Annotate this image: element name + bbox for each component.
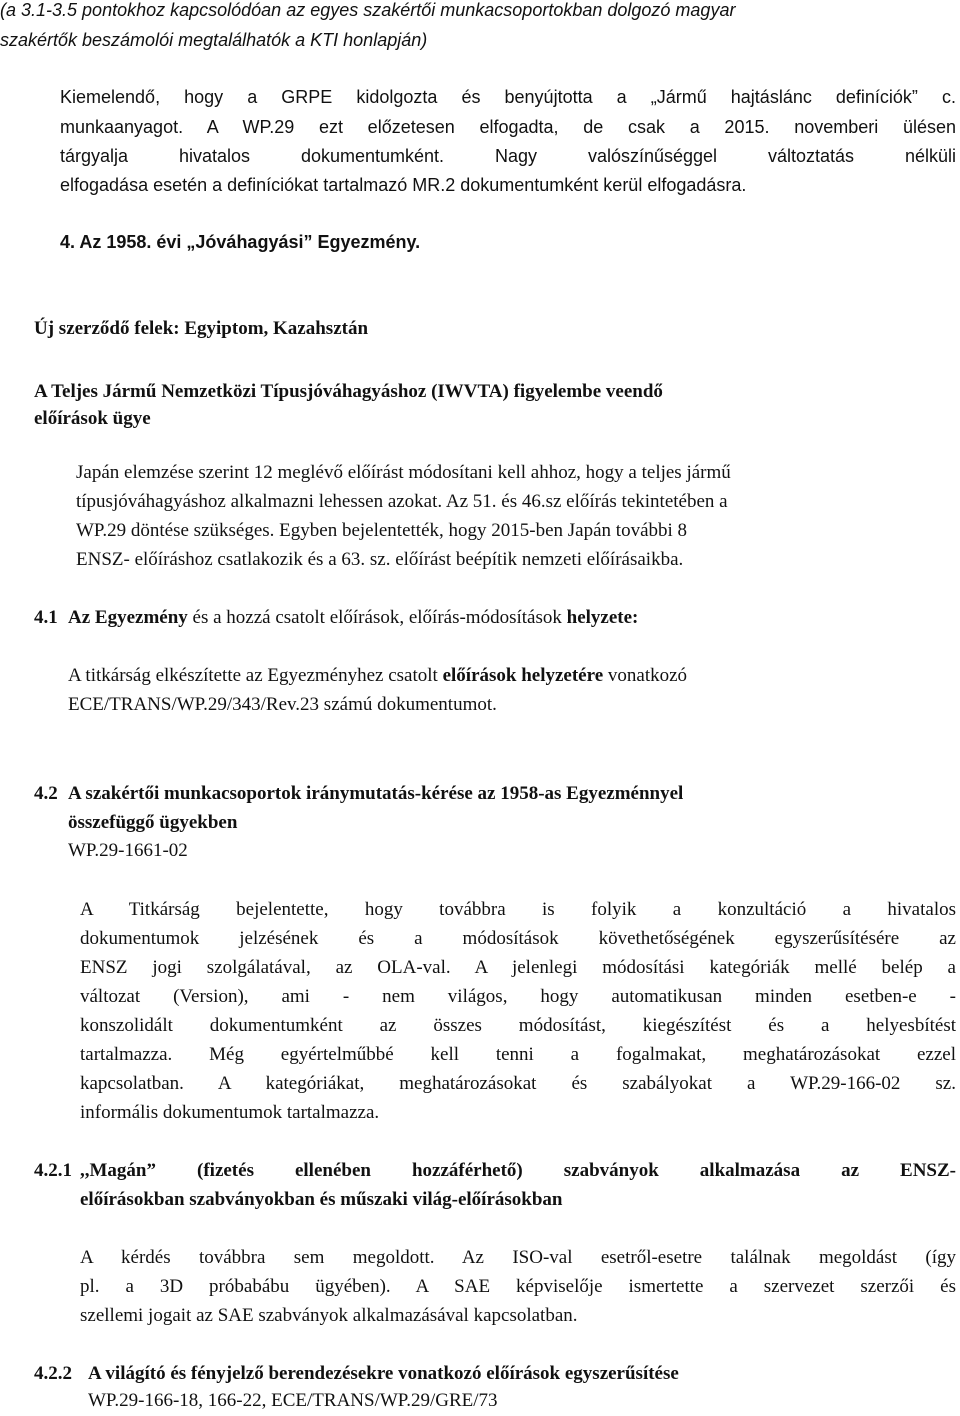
section-4-2-1-body-line-1: A kérdés továbbra sem megoldott. Az ISO-val esetről-esetre találnak megoldást (így	[80, 1247, 956, 1268]
section-4-1-body-line-1	[68, 665, 687, 687]
section-4-2-title-line-1: A szakértői munkacsoportok iránymutatás-kérése az 1958-as Egyezménnyel	[68, 783, 684, 804]
section-4-2-1-title-line-1: ,,Magán” (fizetés ellenében hozzáférhető) szabványok alkalmazása az ENSZ-	[80, 1160, 956, 1181]
intro-line-2: szakértők beszámolói megtalálhatók a KTI honlapján)	[0, 30, 428, 50]
section-4-2-body-line-5: konszolidált dokumentumként az összes módosítást, kiegészítést és a helyesbítést	[80, 1015, 956, 1036]
section-4-2-2-number: 4.2.2	[34, 1363, 72, 1384]
iwvta-title-line-2: előírások ügye	[34, 408, 151, 429]
section-4-1-body-b: előírások helyzetére	[442, 665, 604, 686]
section-4-2-2-reference: WP.29-166-18, 166-22, ECE/TRANS/WP.29/GRE/73	[88, 1390, 498, 1411]
section-4-1-body-c: vonatkozó	[603, 665, 688, 686]
section-4-2-body-line-4: változat (Version), ami - nem világos, hogy automatikusan minden esetben-e -	[80, 986, 956, 1007]
section-4-2-body-line-2: dokumentumok jelzésének és a módosítások követhetőségének egyszerűsítésére az	[80, 928, 956, 949]
para1-line-4: elfogadása esetén a definíciókat tartalmazó MR.2 dokumentumként kerül elfogadásra.	[60, 175, 747, 195]
section-4-1-body-line-2: ECE/TRANS/WP.29/343/Rev.23 számú dokumentumot.	[68, 694, 497, 715]
para1-line-3: tárgyalja hivatalos dokumentumként. Nagy valószínűséggel változtatás nélküli	[60, 146, 956, 166]
section-4-2-body-line-7: kapcsolatban. A kategóriákat, meghatározásokat és szabályokat a WP.29-166-02 sz.	[80, 1073, 956, 1094]
section-4-1-title	[68, 607, 638, 629]
japan-line-3: WP.29 döntése szükséges. Egyben bejelentették, hogy 2015-ben Japán további 8	[76, 520, 688, 541]
section-4-2-2-title: A világító és fényjelző berendezésekre vonatkozó előírások egyszerűsítése	[88, 1363, 679, 1384]
section-4-2-body-line-3: ENSZ jogi szolgálatával, az OLA-val. A jelenlegi módosítási kategóriák mellé belép a	[80, 957, 956, 978]
intro-line-1: (a 3.1-3.5 pontokhoz kapcsolódóan az egyes szakértői munkacsoportokban dolgozó magyar	[0, 0, 736, 20]
japan-line-4: ENSZ- előíráshoz csatlakozik és a 63. sz. előírást beépítik nemzeti előírásaikba.	[76, 549, 684, 570]
section-4-1-body-a: A titkárság elkészítette az Egyezményhez csatolt	[68, 665, 443, 686]
section-4-1-title-c: helyzete:	[566, 607, 639, 628]
section-4-2-body-line-8: informális dokumentumok tartalmazza.	[80, 1102, 380, 1123]
japan-line-2: típusjóváhagyáshoz alkalmazni lehessen azokat. Az 51. és 46.sz előírás tekintetében a	[76, 491, 728, 512]
section-4-2-1-body-line-3: szellemi jogait az SAE szabványok alkalmazásával kapcsolatban.	[80, 1305, 578, 1326]
para1-line-1: Kiemelendő, hogy a GRPE kidolgozta és benyújtotta a „Jármű hajtáslánc definíciók” c.	[60, 87, 956, 107]
section-4-2-title-line-2: összefüggő ügyekben	[68, 812, 238, 833]
section-4-2-1-body-line-2: pl. a 3D próbabábu ügyében). A SAE képviselője ismertette a szervezet szerzői és	[80, 1276, 956, 1297]
section-4-title: 4. Az 1958. évi „Jóváhagyási” Egyezmény.	[60, 232, 421, 252]
section-4-2-reference: WP.29-1661-02	[68, 840, 188, 861]
section-4-2-body-line-1: A Titkárság bejelentette, hogy továbbra is folyik a konzultáció a hivatalos	[80, 899, 956, 920]
section-4-1-number: 4.1	[34, 607, 58, 628]
section-4-1-title-a: Az Egyezmény	[68, 607, 188, 628]
new-parties: Új szerződő felek: Egyiptom, Kazahsztán	[34, 318, 369, 339]
section-4-2-body-line-6: tartalmazza. Még egyértelműbbé kell tenni a fogalmakat, meghatározásokat ezzel	[80, 1044, 956, 1065]
iwvta-title-line-1: A Teljes Jármű Nemzetközi Típusjóváhagyáshoz (IWVTA) figyelembe veendő	[34, 381, 663, 402]
section-4-1-title-b: és a hozzá csatolt előírások, előírás-módosítások	[187, 607, 567, 628]
section-4-2-1-number: 4.2.1	[34, 1160, 72, 1181]
para1-line-2: munkaanyagot. A WP.29 ezt előzetesen elfogadta, de csak a 2015. novemberi ülésen	[60, 117, 956, 137]
japan-line-1: Japán elemzése szerint 12 meglévő előírást módosítani kell ahhoz, hogy a teljes jármű	[76, 462, 731, 483]
section-4-2-1-title-line-2: előírásokban szabványokban és műszaki világ-előírásokban	[80, 1189, 563, 1210]
section-4-2-number: 4.2	[34, 783, 58, 804]
